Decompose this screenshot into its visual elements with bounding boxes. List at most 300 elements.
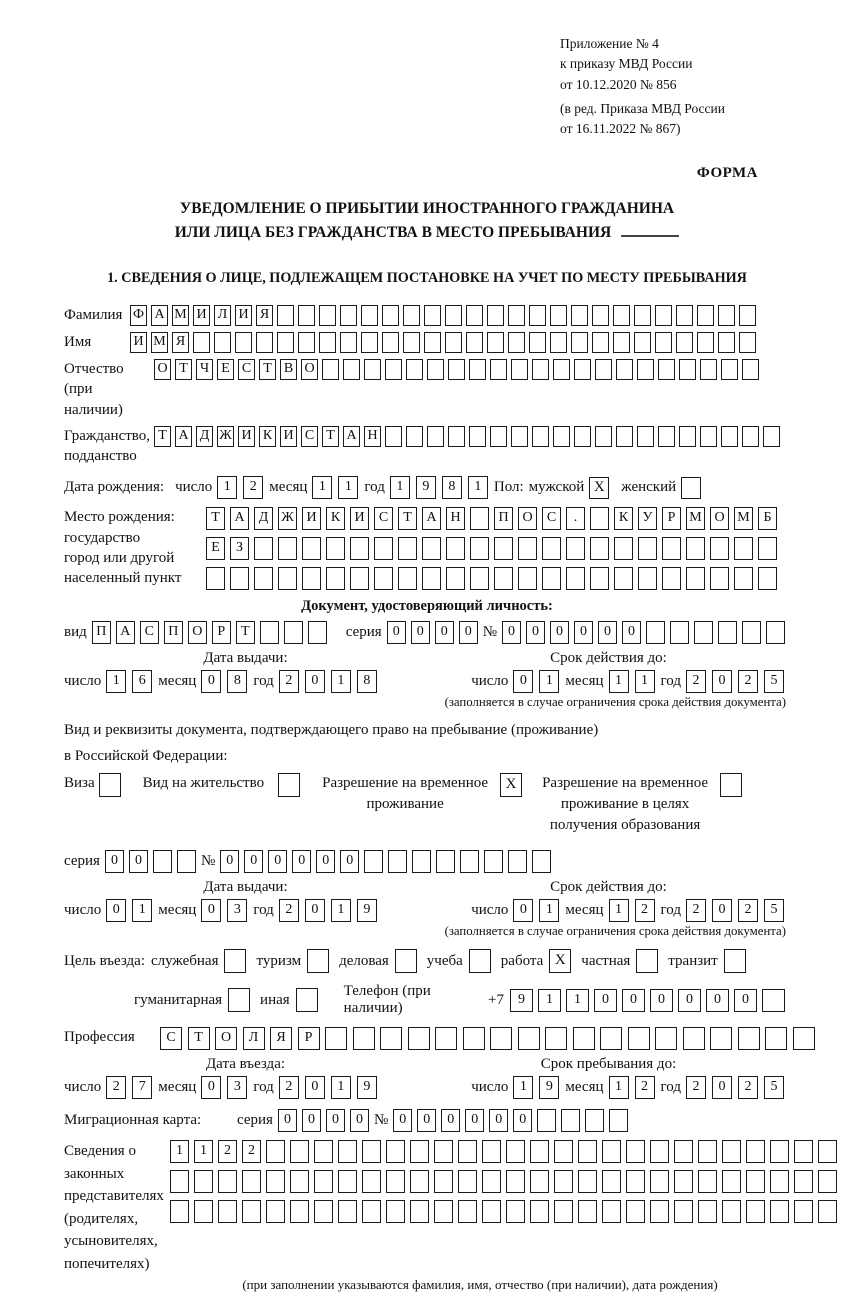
char-box[interactable]: 0 xyxy=(305,899,325,922)
char-box[interactable]: А xyxy=(116,621,135,644)
char-box[interactable] xyxy=(290,1170,309,1193)
char-box[interactable] xyxy=(434,1200,453,1223)
char-box[interactable] xyxy=(422,567,441,590)
char-box[interactable] xyxy=(298,305,315,326)
char-box[interactable]: Я xyxy=(270,1027,292,1050)
char-box[interactable]: 0 xyxy=(244,850,263,873)
char-box[interactable] xyxy=(362,1140,381,1163)
char-box[interactable]: 0 xyxy=(292,850,311,873)
char-box[interactable]: М xyxy=(151,332,168,353)
char-box[interactable]: 1 xyxy=(609,899,629,922)
char-box[interactable]: 1 xyxy=(635,670,655,693)
char-box[interactable]: 0 xyxy=(513,899,533,922)
char-box[interactable] xyxy=(408,1027,430,1050)
char-box[interactable] xyxy=(424,305,441,326)
char-box[interactable]: 0 xyxy=(129,850,148,873)
char-box[interactable] xyxy=(494,567,513,590)
char-box[interactable]: З xyxy=(230,537,249,560)
char-box[interactable] xyxy=(700,426,717,447)
char-box[interactable] xyxy=(655,305,672,326)
char-box[interactable]: Е xyxy=(217,359,234,380)
char-box[interactable]: 1 xyxy=(194,1140,213,1163)
char-box[interactable]: 1 xyxy=(338,476,358,499)
char-box[interactable] xyxy=(284,621,303,644)
char-box[interactable] xyxy=(434,1170,453,1193)
char-box[interactable]: Д xyxy=(254,507,273,530)
char-box[interactable] xyxy=(362,1200,381,1223)
char-box[interactable]: 0 xyxy=(387,621,406,644)
char-box[interactable]: 5 xyxy=(764,670,784,693)
char-box[interactable] xyxy=(445,305,462,326)
char-box[interactable]: 2 xyxy=(279,670,299,693)
char-box[interactable] xyxy=(260,621,279,644)
char-box[interactable] xyxy=(722,1200,741,1223)
char-box[interactable] xyxy=(613,332,630,353)
char-box[interactable] xyxy=(590,507,609,530)
char-box[interactable]: 1 xyxy=(513,1076,533,1099)
char-box[interactable] xyxy=(766,621,785,644)
char-box[interactable]: 9 xyxy=(539,1076,559,1099)
char-box[interactable] xyxy=(490,1027,512,1050)
char-box[interactable]: 0 xyxy=(598,621,617,644)
char-box[interactable] xyxy=(646,621,665,644)
char-box[interactable] xyxy=(230,567,249,590)
char-box[interactable] xyxy=(710,567,729,590)
char-box[interactable] xyxy=(770,1200,789,1223)
purpose-business-checkbox[interactable] xyxy=(395,949,417,973)
char-box[interactable] xyxy=(739,332,756,353)
char-box[interactable] xyxy=(446,567,465,590)
char-box[interactable] xyxy=(634,332,651,353)
char-box[interactable]: 2 xyxy=(738,1076,758,1099)
char-box[interactable]: 0 xyxy=(526,621,545,644)
char-box[interactable]: В xyxy=(280,359,297,380)
char-box[interactable]: 0 xyxy=(712,670,732,693)
char-box[interactable] xyxy=(302,567,321,590)
char-box[interactable] xyxy=(530,1170,549,1193)
char-box[interactable]: 0 xyxy=(278,1109,297,1132)
char-box[interactable]: 0 xyxy=(513,670,533,693)
char-box[interactable] xyxy=(574,426,591,447)
char-box[interactable]: 0 xyxy=(622,621,641,644)
char-box[interactable]: 2 xyxy=(686,899,706,922)
char-box[interactable] xyxy=(765,1027,787,1050)
char-box[interactable] xyxy=(194,1200,213,1223)
char-box[interactable] xyxy=(386,1140,405,1163)
char-box[interactable] xyxy=(242,1170,261,1193)
char-box[interactable] xyxy=(658,359,675,380)
char-box[interactable] xyxy=(298,332,315,353)
char-box[interactable] xyxy=(406,359,423,380)
char-box[interactable] xyxy=(170,1200,189,1223)
char-box[interactable] xyxy=(679,426,696,447)
char-box[interactable] xyxy=(448,426,465,447)
char-box[interactable]: С xyxy=(140,621,159,644)
char-box[interactable] xyxy=(490,426,507,447)
char-box[interactable] xyxy=(637,359,654,380)
char-box[interactable] xyxy=(600,1027,622,1050)
char-box[interactable]: Л xyxy=(243,1027,265,1050)
char-box[interactable] xyxy=(374,567,393,590)
char-box[interactable] xyxy=(506,1170,525,1193)
char-box[interactable] xyxy=(697,332,714,353)
char-box[interactable]: 0 xyxy=(706,989,729,1012)
char-box[interactable] xyxy=(670,621,689,644)
char-box[interactable]: И xyxy=(130,332,147,353)
char-box[interactable]: . xyxy=(566,507,585,530)
char-box[interactable] xyxy=(242,1200,261,1223)
char-box[interactable] xyxy=(650,1140,669,1163)
char-box[interactable] xyxy=(385,359,402,380)
char-box[interactable] xyxy=(302,537,321,560)
char-box[interactable] xyxy=(658,426,675,447)
char-box[interactable] xyxy=(466,332,483,353)
char-box[interactable]: 2 xyxy=(106,1076,126,1099)
char-box[interactable] xyxy=(410,1140,429,1163)
char-box[interactable] xyxy=(470,507,489,530)
char-box[interactable] xyxy=(698,1170,717,1193)
char-box[interactable] xyxy=(218,1200,237,1223)
char-box[interactable] xyxy=(403,305,420,326)
char-box[interactable] xyxy=(626,1200,645,1223)
char-box[interactable]: 0 xyxy=(220,850,239,873)
char-box[interactable] xyxy=(482,1170,501,1193)
visa-checkbox[interactable] xyxy=(99,773,121,797)
char-box[interactable] xyxy=(676,332,693,353)
char-box[interactable] xyxy=(398,567,417,590)
purpose-official-checkbox[interactable] xyxy=(224,949,246,973)
char-box[interactable]: М xyxy=(686,507,705,530)
char-box[interactable] xyxy=(340,305,357,326)
char-box[interactable]: Т xyxy=(175,359,192,380)
char-box[interactable] xyxy=(554,1170,573,1193)
char-box[interactable]: 3 xyxy=(227,1076,247,1099)
char-box[interactable] xyxy=(343,359,360,380)
char-box[interactable]: П xyxy=(494,507,513,530)
char-box[interactable]: М xyxy=(172,305,189,326)
char-box[interactable]: 1 xyxy=(539,899,559,922)
char-box[interactable] xyxy=(554,1200,573,1223)
purpose-tourism-checkbox[interactable] xyxy=(307,949,329,973)
char-box[interactable] xyxy=(734,537,753,560)
char-box[interactable]: 2 xyxy=(242,1140,261,1163)
char-box[interactable] xyxy=(325,1027,347,1050)
char-box[interactable]: 1 xyxy=(538,989,561,1012)
char-box[interactable] xyxy=(686,567,705,590)
char-box[interactable] xyxy=(590,567,609,590)
char-box[interactable]: 2 xyxy=(635,899,655,922)
char-box[interactable] xyxy=(254,537,273,560)
char-box[interactable] xyxy=(403,332,420,353)
char-box[interactable] xyxy=(386,1170,405,1193)
char-box[interactable]: 2 xyxy=(686,670,706,693)
char-box[interactable] xyxy=(256,332,273,353)
char-box[interactable] xyxy=(460,850,479,873)
char-box[interactable] xyxy=(326,567,345,590)
char-box[interactable] xyxy=(676,305,693,326)
char-box[interactable] xyxy=(561,1109,580,1132)
char-box[interactable] xyxy=(590,537,609,560)
char-box[interactable] xyxy=(410,1200,429,1223)
char-box[interactable]: 0 xyxy=(622,989,645,1012)
purpose-humanitarian-checkbox[interactable] xyxy=(228,988,250,1012)
char-box[interactable] xyxy=(532,850,551,873)
char-box[interactable]: 1 xyxy=(609,670,629,693)
char-box[interactable]: С xyxy=(301,426,318,447)
temp-residence-edu-checkbox[interactable] xyxy=(720,773,742,797)
char-box[interactable] xyxy=(424,332,441,353)
char-box[interactable] xyxy=(553,359,570,380)
char-box[interactable] xyxy=(710,1027,732,1050)
char-box[interactable] xyxy=(602,1140,621,1163)
char-box[interactable] xyxy=(686,537,705,560)
char-box[interactable] xyxy=(794,1170,813,1193)
char-box[interactable] xyxy=(235,332,252,353)
char-box[interactable]: 0 xyxy=(305,670,325,693)
char-box[interactable]: 0 xyxy=(302,1109,321,1132)
char-box[interactable] xyxy=(566,567,585,590)
char-box[interactable] xyxy=(592,332,609,353)
char-box[interactable]: П xyxy=(164,621,183,644)
char-box[interactable]: 0 xyxy=(712,1076,732,1099)
char-box[interactable] xyxy=(542,567,561,590)
char-box[interactable] xyxy=(655,1027,677,1050)
char-box[interactable] xyxy=(508,850,527,873)
char-box[interactable] xyxy=(571,305,588,326)
char-box[interactable]: С xyxy=(238,359,255,380)
char-box[interactable] xyxy=(674,1200,693,1223)
char-box[interactable]: И xyxy=(280,426,297,447)
purpose-other-checkbox[interactable] xyxy=(296,988,318,1012)
char-box[interactable]: 0 xyxy=(106,899,126,922)
char-box[interactable] xyxy=(361,305,378,326)
char-box[interactable] xyxy=(537,1109,556,1132)
char-box[interactable] xyxy=(742,359,759,380)
char-box[interactable] xyxy=(382,305,399,326)
char-box[interactable] xyxy=(458,1170,477,1193)
char-box[interactable] xyxy=(595,426,612,447)
char-box[interactable]: Р xyxy=(662,507,681,530)
char-box[interactable] xyxy=(350,567,369,590)
char-box[interactable] xyxy=(386,1200,405,1223)
char-box[interactable]: 0 xyxy=(411,621,430,644)
char-box[interactable] xyxy=(818,1200,837,1223)
char-box[interactable] xyxy=(746,1170,765,1193)
char-box[interactable] xyxy=(626,1140,645,1163)
char-box[interactable]: Ж xyxy=(278,507,297,530)
char-box[interactable] xyxy=(412,850,431,873)
char-box[interactable]: 0 xyxy=(340,850,359,873)
char-box[interactable] xyxy=(398,537,417,560)
char-box[interactable] xyxy=(385,426,402,447)
char-box[interactable] xyxy=(722,1140,741,1163)
char-box[interactable] xyxy=(763,426,780,447)
char-box[interactable]: 0 xyxy=(316,850,335,873)
char-box[interactable]: М xyxy=(734,507,753,530)
char-box[interactable]: 0 xyxy=(550,621,569,644)
char-box[interactable] xyxy=(326,537,345,560)
char-box[interactable]: 2 xyxy=(279,1076,299,1099)
char-box[interactable]: 1 xyxy=(566,989,589,1012)
char-box[interactable]: 2 xyxy=(279,899,299,922)
char-box[interactable] xyxy=(490,359,507,380)
char-box[interactable] xyxy=(511,359,528,380)
char-box[interactable] xyxy=(482,1140,501,1163)
char-box[interactable]: С xyxy=(374,507,393,530)
char-box[interactable] xyxy=(578,1140,597,1163)
char-box[interactable]: 5 xyxy=(764,1076,784,1099)
char-box[interactable] xyxy=(218,1170,237,1193)
char-box[interactable] xyxy=(170,1170,189,1193)
char-box[interactable] xyxy=(698,1200,717,1223)
char-box[interactable] xyxy=(277,305,294,326)
char-box[interactable]: К xyxy=(614,507,633,530)
char-box[interactable] xyxy=(290,1200,309,1223)
char-box[interactable] xyxy=(793,1027,815,1050)
char-box[interactable]: 2 xyxy=(218,1140,237,1163)
char-box[interactable] xyxy=(206,567,225,590)
char-box[interactable] xyxy=(314,1200,333,1223)
char-box[interactable]: 0 xyxy=(305,1076,325,1099)
char-box[interactable]: 0 xyxy=(201,670,221,693)
char-box[interactable]: Р xyxy=(212,621,231,644)
char-box[interactable]: И xyxy=(302,507,321,530)
char-box[interactable] xyxy=(435,1027,457,1050)
char-box[interactable]: 0 xyxy=(435,621,454,644)
char-box[interactable] xyxy=(553,426,570,447)
char-box[interactable]: 0 xyxy=(459,621,478,644)
char-box[interactable]: 0 xyxy=(650,989,673,1012)
char-box[interactable] xyxy=(738,1027,760,1050)
char-box[interactable] xyxy=(277,332,294,353)
char-box[interactable] xyxy=(314,1140,333,1163)
char-box[interactable] xyxy=(410,1170,429,1193)
char-box[interactable] xyxy=(585,1109,604,1132)
char-box[interactable] xyxy=(374,537,393,560)
char-box[interactable] xyxy=(742,426,759,447)
char-box[interactable]: 0 xyxy=(326,1109,345,1132)
char-box[interactable] xyxy=(427,426,444,447)
char-box[interactable]: Т xyxy=(322,426,339,447)
char-box[interactable]: 0 xyxy=(594,989,617,1012)
char-box[interactable] xyxy=(613,305,630,326)
char-box[interactable] xyxy=(616,426,633,447)
char-box[interactable]: 0 xyxy=(489,1109,508,1132)
char-box[interactable] xyxy=(436,850,455,873)
char-box[interactable] xyxy=(710,537,729,560)
char-box[interactable]: Т xyxy=(188,1027,210,1050)
char-box[interactable] xyxy=(518,567,537,590)
char-box[interactable]: 6 xyxy=(132,670,152,693)
char-box[interactable] xyxy=(278,567,297,590)
char-box[interactable] xyxy=(554,1140,573,1163)
char-box[interactable] xyxy=(662,537,681,560)
char-box[interactable] xyxy=(518,1027,540,1050)
char-box[interactable]: 0 xyxy=(201,899,221,922)
char-box[interactable] xyxy=(818,1140,837,1163)
char-box[interactable]: 8 xyxy=(357,670,377,693)
char-box[interactable]: Ж xyxy=(217,426,234,447)
char-box[interactable] xyxy=(506,1140,525,1163)
char-box[interactable]: 1 xyxy=(331,670,351,693)
char-box[interactable] xyxy=(322,359,339,380)
char-box[interactable] xyxy=(742,621,761,644)
char-box[interactable]: 0 xyxy=(734,989,757,1012)
char-box[interactable] xyxy=(487,305,504,326)
char-box[interactable]: 1 xyxy=(539,670,559,693)
sex-male-checkbox[interactable]: X xyxy=(589,477,609,499)
char-box[interactable] xyxy=(746,1200,765,1223)
char-box[interactable] xyxy=(595,359,612,380)
char-box[interactable] xyxy=(319,305,336,326)
char-box[interactable] xyxy=(739,305,756,326)
char-box[interactable]: А xyxy=(175,426,192,447)
char-box[interactable] xyxy=(694,621,713,644)
char-box[interactable] xyxy=(511,426,528,447)
char-box[interactable]: 1 xyxy=(331,899,351,922)
char-box[interactable]: 0 xyxy=(393,1109,412,1132)
char-box[interactable]: Л xyxy=(214,305,231,326)
char-box[interactable] xyxy=(614,567,633,590)
char-box[interactable]: Ч xyxy=(196,359,213,380)
purpose-transit-checkbox[interactable] xyxy=(724,949,746,973)
char-box[interactable] xyxy=(266,1170,285,1193)
char-box[interactable] xyxy=(469,426,486,447)
char-box[interactable] xyxy=(153,850,172,873)
char-box[interactable] xyxy=(254,567,273,590)
char-box[interactable]: Д xyxy=(196,426,213,447)
char-box[interactable]: 1 xyxy=(217,476,237,499)
char-box[interactable] xyxy=(308,621,327,644)
char-box[interactable] xyxy=(506,1200,525,1223)
char-box[interactable] xyxy=(338,1140,357,1163)
char-box[interactable] xyxy=(700,359,717,380)
purpose-work-checkbox[interactable]: X xyxy=(549,949,571,973)
char-box[interactable]: 0 xyxy=(712,899,732,922)
char-box[interactable] xyxy=(530,1200,549,1223)
char-box[interactable]: 0 xyxy=(678,989,701,1012)
char-box[interactable] xyxy=(758,537,777,560)
char-box[interactable]: У xyxy=(638,507,657,530)
char-box[interactable]: 0 xyxy=(201,1076,221,1099)
char-box[interactable] xyxy=(634,305,651,326)
char-box[interactable]: Т xyxy=(259,359,276,380)
char-box[interactable] xyxy=(434,1140,453,1163)
char-box[interactable]: 2 xyxy=(635,1076,655,1099)
char-box[interactable]: 2 xyxy=(243,476,263,499)
char-box[interactable]: 1 xyxy=(132,899,152,922)
char-box[interactable] xyxy=(770,1170,789,1193)
char-box[interactable] xyxy=(484,850,503,873)
char-box[interactable]: 2 xyxy=(686,1076,706,1099)
char-box[interactable] xyxy=(734,567,753,590)
char-box[interactable] xyxy=(458,1140,477,1163)
char-box[interactable]: О xyxy=(518,507,537,530)
char-box[interactable]: 2 xyxy=(738,899,758,922)
char-box[interactable]: О xyxy=(301,359,318,380)
char-box[interactable] xyxy=(578,1200,597,1223)
char-box[interactable] xyxy=(470,537,489,560)
sex-female-checkbox[interactable] xyxy=(681,477,701,499)
char-box[interactable]: 0 xyxy=(441,1109,460,1132)
char-box[interactable] xyxy=(314,1170,333,1193)
char-box[interactable] xyxy=(529,305,546,326)
char-box[interactable]: А xyxy=(422,507,441,530)
char-box[interactable]: 0 xyxy=(574,621,593,644)
char-box[interactable]: С xyxy=(160,1027,182,1050)
char-box[interactable]: 1 xyxy=(390,476,410,499)
char-box[interactable] xyxy=(214,332,231,353)
